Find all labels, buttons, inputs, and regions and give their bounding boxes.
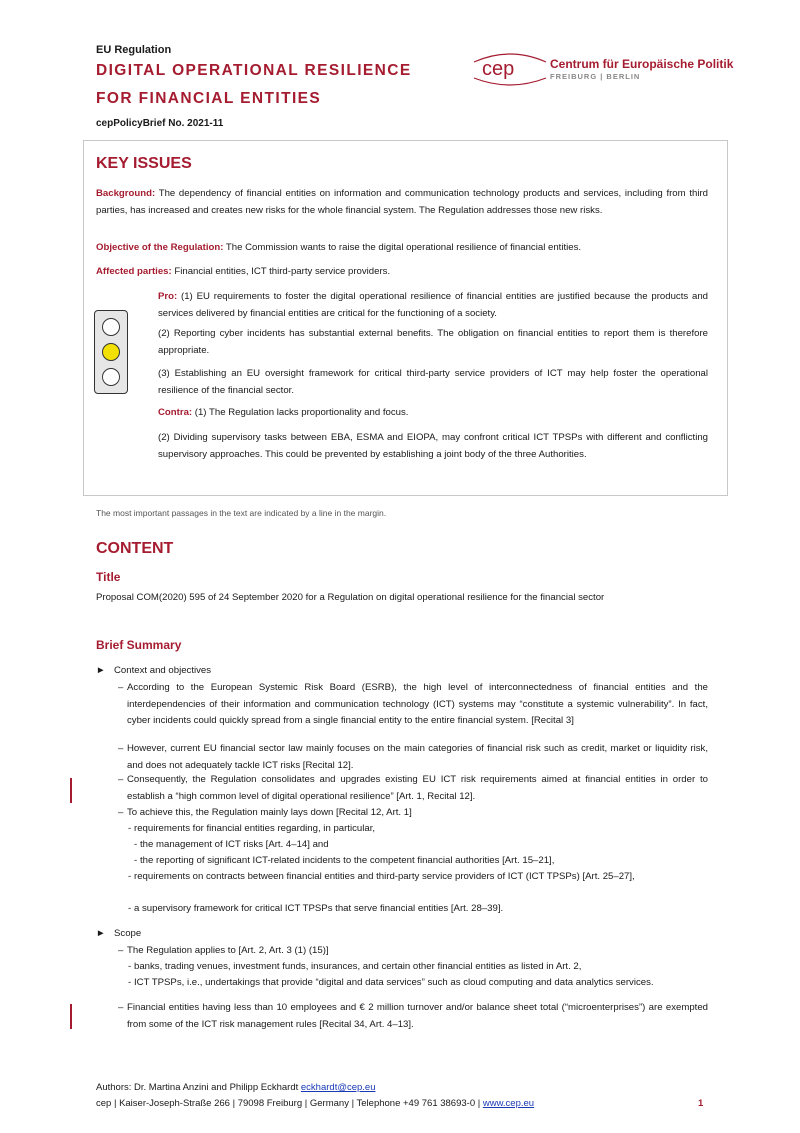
context-item-4a: requirements for financial entities regarding, in particular, <box>134 823 376 834</box>
context-item-4: To achieve this, the Regulation mainly lays down [Recital 12, Art. 1] <box>127 807 412 818</box>
logo-name: Centrum für Europäische Politik <box>550 57 734 71</box>
context-item-1: According to the European Systemic Risk Board (ESRB), the high level of interconnectedness of financial entities and the interdependencies of their information and communication technology (ICT) systems may “constitute a systemic vulnerability”. In fact, cyber incidents could quickly spread from a single financial entity to the entire financial system. [Recital 3] <box>127 682 708 726</box>
background-paragraph <box>96 186 708 219</box>
pro-2: (2) Reporting cyber incidents has substantial external benefits. The obligation on financial entities to report them is therefore appropriate. <box>158 328 708 356</box>
content-heading: CONTENT <box>96 540 174 557</box>
context-item-4c: a supervisory framework for critical ICT TPSPs that serve financial entities [Art. 28–39]. <box>134 903 504 914</box>
title-heading: Title <box>96 570 121 584</box>
margin-line <box>70 778 72 803</box>
brief-number: cepPolicyBrief No. 2021-11 <box>96 118 224 129</box>
contra-label: Contra: <box>158 407 193 418</box>
contra-1-text: (1) The Regulation lacks proportionality and focus. <box>194 407 409 418</box>
traffic-light-middle <box>102 343 120 361</box>
contra-1 <box>158 405 708 422</box>
affected-text: Financial entities, ICT third-party service providers. <box>174 266 391 277</box>
objective-paragraph <box>96 240 708 257</box>
affected-paragraph <box>96 264 708 281</box>
page-number: 1 <box>698 1098 704 1109</box>
dash-icon: – <box>118 807 124 818</box>
sub-dash-icon: - <box>128 823 132 834</box>
context-item-3: Consequently, the Regulation consolidates and upgrades existing EU ICT risk requirements aimed at financial entities in order to establish a “high common level of digital operational resilience” [Art. 1, Recital 12]. <box>127 774 708 802</box>
context-item-4a1: the management of ICT risks [Art. 4–14] and <box>140 839 329 850</box>
context-heading: Context and objectives <box>114 665 212 676</box>
background-text: The dependency of financial entities on information and communication technology products and services, including from third parties, has increased and creates new risks for the whole financial system. The Regulation addresses those new risks. <box>96 188 708 216</box>
dash-icon: – <box>118 743 124 754</box>
scope-item-2: Financial entities having less than 10 employees and € 2 million turnover and/or balance sheet total (“microenterprises”) are exempted from some of the ICT risk management rules [Recital 34, Art. 4–13]. <box>127 1002 708 1030</box>
affected-label: Affected parties: <box>96 266 172 277</box>
dash-icon: – <box>118 682 124 693</box>
objective-label: Objective of the Regulation: <box>96 242 224 253</box>
traffic-light-icon <box>94 310 128 394</box>
scope-item-1a: banks, trading venues, investment funds, insurances, and certain other financial entities as listed in Art. 2, <box>134 961 582 972</box>
context-item-4a2: the reporting of significant ICT-related incidents to the competent financial authorities [Art. 15–21], <box>140 855 555 866</box>
scope-item-1: The Regulation applies to [Art. 2, Art. 3 (1) (15)] <box>127 945 329 956</box>
pro-1-text: (1) EU requirements to foster the digital operational resilience of financial entities are justified because the products and services delivered by financial entities are critical for the functioning of a society. <box>158 291 709 319</box>
logo-cities: FREIBURG | BERLIN <box>550 72 641 81</box>
doc-title-line2: FOR FINANCIAL ENTITIES <box>96 90 322 107</box>
sub-dash-icon: - <box>128 961 132 972</box>
title-text: Proposal COM(2020) 595 of 24 September 2020 for a Regulation on digital operational resilience for the financial sector <box>96 592 605 603</box>
bullet-icon: ► <box>96 665 106 676</box>
sub-dash-icon: - <box>134 855 138 866</box>
author-email-link[interactable]: eckhardt@cep.eu <box>300 1082 376 1093</box>
objective-text: The Commission wants to raise the digital operational resilience of financial entities. <box>225 242 582 253</box>
footer-address <box>96 1098 534 1109</box>
dash-icon: – <box>118 774 124 785</box>
scope-item-1b: ICT TPSPs, i.e., undertakings that provide “digital and data services” such as cloud computing and data analytics services. <box>134 977 654 988</box>
website-link[interactable]: www.cep.eu <box>482 1098 535 1109</box>
logo-mark: cep <box>482 58 515 80</box>
background-label: Background: <box>96 188 156 199</box>
summary-heading: Brief Summary <box>96 638 182 652</box>
series-label: EU Regulation <box>96 44 172 56</box>
doc-title-line1: DIGITAL OPERATIONAL RESILIENCE <box>96 62 412 79</box>
pro-3: (3) Establishing an EU oversight framework for critical third-party service providers of ICT may help foster the operational resilience of the financial sector. <box>158 368 708 396</box>
sub-dash-icon: - <box>128 977 132 988</box>
margin-note: The most important passages in the text are indicated by a line in the margin. <box>96 508 387 518</box>
traffic-light-top <box>102 318 120 336</box>
sub-dash-icon: - <box>128 871 132 882</box>
dash-icon: – <box>118 945 124 956</box>
key-issues-heading: KEY ISSUES <box>96 155 192 172</box>
bullet-icon: ► <box>96 928 106 939</box>
address-text: cep | Kaiser-Joseph-Straße 266 | 79098 Freiburg | Germany | Telephone +49 761 38693-0 | <box>96 1098 481 1109</box>
margin-line <box>70 1004 72 1029</box>
contra-2: (2) Dividing supervisory tasks between EBA, ESMA and EIOPA, may confront critical ICT TPSPs with different and conflicting supervisory approaches. This could be prevented by establishing a joint body of the three Authorities. <box>158 432 708 460</box>
pro-1 <box>158 289 708 322</box>
pro-label: Pro: <box>158 291 178 302</box>
context-item-2: However, current EU financial sector law mainly focuses on the main categories of financial risk such as credit, market or liquidity risk, and does not adequately tackle ICT risks [Recital 12]. <box>127 743 708 771</box>
context-item-4b: requirements on contracts between financial entities and third-party service providers of ICT (ICT TPSPs) [Art. 25–27], <box>134 871 635 882</box>
scope-heading: Scope <box>114 928 142 939</box>
authors-text: Authors: Dr. Martina Anzini and Philipp Eckhardt <box>96 1082 299 1093</box>
traffic-light-bottom <box>102 368 120 386</box>
footer-authors <box>96 1082 376 1093</box>
dash-icon: – <box>118 1002 124 1013</box>
sub-dash-icon: - <box>134 839 138 850</box>
sub-dash-icon: - <box>128 903 132 914</box>
